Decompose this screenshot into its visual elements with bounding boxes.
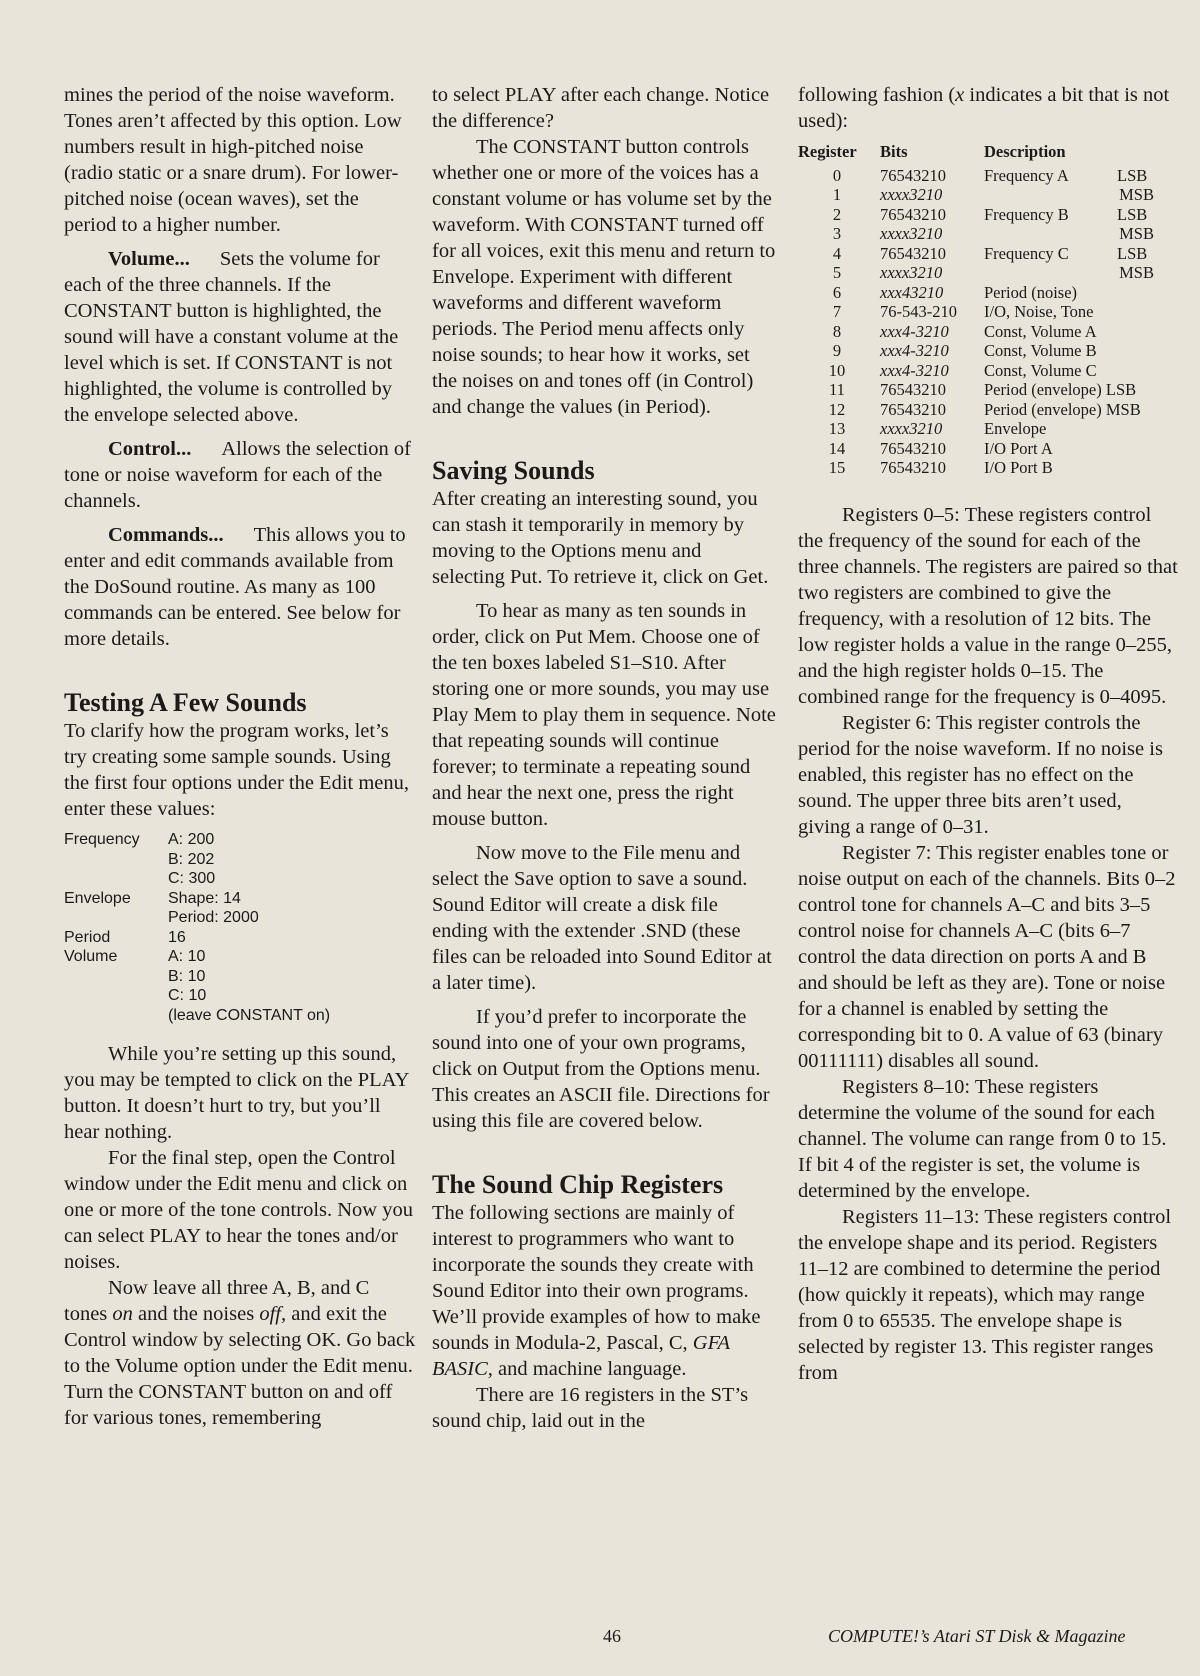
register-bits: 76543210 <box>880 438 946 458</box>
register-row <box>798 458 1164 478</box>
value-key <box>64 986 168 1006</box>
term-volume: Volume... <box>108 248 190 270</box>
header-description: Description <box>984 142 1066 161</box>
header-bits: Bits <box>880 142 908 161</box>
register-description-text: Frequency A <box>984 165 1069 185</box>
value-cell: A: 10 <box>168 948 206 965</box>
column-1 <box>64 82 416 1431</box>
control-paragraph <box>64 436 416 514</box>
register-msb-label: MSB <box>1119 224 1154 243</box>
value-cell: Period: 2000 <box>168 909 259 926</box>
section-heading: The Sound Chip Registers <box>432 1170 724 1199</box>
text-span: off, <box>259 1303 287 1325</box>
column-3 <box>798 82 1178 1386</box>
register-number: 15 <box>828 458 846 477</box>
value-row <box>64 967 330 987</box>
register-bits: xxx4-3210 <box>880 341 949 360</box>
register-bits: 76543210 <box>880 399 946 419</box>
text-span: GFA BASIC, <box>432 1332 730 1380</box>
register-row <box>798 439 1164 459</box>
value-key <box>64 1006 168 1026</box>
register-description <box>984 205 1164 225</box>
value-row <box>64 908 330 928</box>
register-description-text: I/O Port B <box>984 458 1053 477</box>
value-key: Envelope <box>64 889 131 907</box>
register-description <box>984 419 1164 439</box>
term-control-text: Allows the selection of tone or noise waveform for each of the channels. <box>64 438 411 512</box>
register-row <box>798 185 1164 205</box>
paragraph: to select PLAY after each change. Notice the difference? <box>432 84 770 132</box>
register-bits: xxxx3210 <box>880 263 943 282</box>
register-bits: 76-543-210 <box>880 302 957 321</box>
paragraph: If you’d prefer to incorporate the sound into one of your own programs, click on Output from the Options menu. This creates an ASCII file. Directions for using this file are covered below. <box>432 1006 770 1132</box>
register-number: 4 <box>832 243 842 263</box>
register-description-text: Const, Volume C <box>984 360 1097 380</box>
register-number: 13 <box>828 419 846 438</box>
register-description <box>984 166 1164 186</box>
register-row <box>798 322 1164 342</box>
value-cell: 16 <box>168 928 186 946</box>
register-number: 8 <box>832 321 842 341</box>
register-bits: 76543210 <box>880 458 946 477</box>
text-span: x <box>955 84 965 106</box>
term-commands: Commands... <box>108 524 224 546</box>
register-description <box>984 244 1164 264</box>
register-description <box>984 263 1164 283</box>
register-bits: xxxx3210 <box>880 224 943 243</box>
paragraph: There are 16 registers in the ST’s sound chip, laid out in the <box>432 1384 749 1432</box>
text-span: The following sections are mainly of interest to programmers who want to incorporate the sounds they create with Sound Editor into their own programs. We’ll provide examples of how to make sounds in Modula-2, Pascal, C, <box>432 1202 761 1354</box>
value-row <box>64 889 330 909</box>
paragraph <box>64 1275 416 1431</box>
value-row <box>64 850 330 870</box>
register-number: 3 <box>832 224 842 243</box>
paragraph: After creating an interesting sound, you can stash it temporarily in memory by moving to the Options menu and selecting Put. To retrieve it, click on Get. <box>432 488 769 588</box>
register-description-text: Const, Volume A <box>984 321 1097 341</box>
register-description-text: I/O, Noise, Tone <box>984 302 1094 321</box>
register-table <box>798 142 1164 478</box>
register-bits: 76543210 <box>880 204 946 224</box>
section-heading: Saving Sounds <box>432 456 595 485</box>
publication-footer: COMPUTE!’s Atari ST Disk & Magazine <box>828 1626 1126 1646</box>
register-description-text: Frequency B <box>984 204 1069 224</box>
register-description <box>984 400 1164 420</box>
text-span: Now leave all three A, B, and C tones <box>64 1277 370 1325</box>
paragraph: Register 7: This register enables tone or noise output on each of the channels. Bits 0–2 control tone for channels A–C and bits 3–5 control noise for channels A–C (bits 6–7 control the data direction on ports A and B and should be left as they are). Tone or noise for a channel is enabled by setting the corresponding bit to 0. A value of 63 (binary 00111111) disables all sound. <box>798 841 1176 1072</box>
paragraph: Registers 0–5: These registers control the frequency of the sound for each of the three channels. The registers are paired so that two registers are combined to give the frequency, with a resolution of 12 bits. The low register holds a value in the range 0–255, and the high register holds 0–15. The combined range for the frequency is 0–4095. <box>798 503 1178 708</box>
register-bits: xxxx3210 <box>880 419 943 438</box>
register-number: 5 <box>832 263 842 282</box>
value-cell: C: 10 <box>168 987 207 1004</box>
register-row <box>798 166 1164 186</box>
text-span: and the noises <box>132 1303 260 1325</box>
paragraph: Register 6: This register controls the period for the noise waveform. If no noise is enabled, this register has no effect on the sound. The upper three bits aren’t used, giving a range of 0–31. <box>798 711 1163 838</box>
paragraph: The CONSTANT button controls whether one or more of the voices has a constant volume or has volume set by the waveform. With CONSTANT turned off for all voices, exit this menu and return to Envelope. Experiment with different waveforms and different waveform periods. The Period menu affects only noise sounds; to hear how it works, set the noises on and tones off (in Control) and change the values (in Period). <box>432 136 776 418</box>
value-key: Period <box>64 928 111 946</box>
term-volume-text: Sets the volume for each of the three channels. If the CONSTANT button is highlighted, the sound will have a constant volume at the level which is set. If CONSTANT is not highlighted, the volume is controlled by the envelope selected above. <box>64 248 399 426</box>
register-number: 10 <box>828 360 846 380</box>
value-row <box>64 986 330 1006</box>
register-row <box>798 205 1164 225</box>
value-key <box>64 869 168 889</box>
register-bits: xxx4-3210 <box>880 360 949 380</box>
section-heading: Testing A Few Sounds <box>64 688 307 717</box>
value-row <box>64 928 330 948</box>
register-row <box>798 302 1164 322</box>
header-register: Register <box>798 142 857 161</box>
value-row <box>64 947 330 967</box>
register-number: 2 <box>832 204 842 224</box>
column-2 <box>432 82 777 1434</box>
text-span: on <box>112 1303 133 1325</box>
commands-paragraph <box>64 522 416 652</box>
paragraph: Registers 8–10: These registers determine the volume of the sound for each channel. The volume can range from 0 to 15. If bit 4 of the register is set, the volume is determined by the envelope. <box>798 1075 1167 1202</box>
register-description <box>984 439 1164 459</box>
register-description <box>984 380 1164 400</box>
register-lsb-label: LSB <box>1117 204 1148 224</box>
value-row <box>64 869 330 889</box>
text-span: and machine language. <box>492 1358 687 1380</box>
text-span: indicates a bit that is not used): <box>798 84 1170 132</box>
paragraph: While you’re setting up this sound, you may be tempted to click on the PLAY button. It doesn’t hurt to try, but you’ll hear nothing. <box>64 1043 409 1143</box>
register-msb-label: MSB <box>1119 263 1154 282</box>
register-bits: xxxx3210 <box>880 185 943 204</box>
values-table <box>64 830 330 1025</box>
term-commands-text: This allows you to enter and edit commands available from the DoSound routine. As many as 100 commands can be entered. See below for more details. <box>64 524 406 650</box>
register-description-text: Const, Volume B <box>984 341 1097 360</box>
value-key: Frequency <box>64 831 140 848</box>
value-cell: (leave CONSTANT on) <box>168 1006 331 1024</box>
text-span: following fashion ( <box>798 84 956 106</box>
term-control: Control... <box>108 438 192 460</box>
value-cell: B: 202 <box>168 850 215 868</box>
register-row <box>798 244 1164 264</box>
paragraph <box>432 1200 777 1382</box>
paragraph: Now move to the File menu and select the Save option to save a sound. Sound Editor will create a disk file ending with the extender .SND (these files can be reloaded into Sound Editor at a later time). <box>432 842 772 994</box>
register-number: 6 <box>832 282 842 302</box>
volume-paragraph <box>64 246 416 428</box>
register-description-text: Period (noise) <box>984 282 1078 302</box>
register-bits: 76543210 <box>880 165 946 185</box>
register-description <box>984 341 1164 361</box>
register-lsb-label: LSB <box>1117 165 1148 185</box>
value-cell: B: 10 <box>168 967 206 985</box>
register-row <box>798 283 1164 303</box>
paragraph <box>798 82 1178 134</box>
value-key <box>64 908 168 928</box>
register-bits: 76543210 <box>880 380 946 399</box>
value-row <box>64 830 330 850</box>
register-description <box>984 283 1164 303</box>
register-description-text: I/O Port A <box>984 438 1053 458</box>
register-description <box>984 361 1164 381</box>
register-number: 1 <box>832 185 842 204</box>
value-key <box>64 967 168 987</box>
register-description-text: Period (envelope) LSB <box>984 380 1137 399</box>
text-span: and exit the Control window by selecting OK. Go back to the Volume option under the Edit menu. Turn the CONSTANT button on and off for various tones, remembering <box>64 1303 416 1429</box>
register-number: 0 <box>832 165 842 185</box>
register-description-text: Frequency C <box>984 243 1069 263</box>
paragraph: mines the period of the noise waveform. Tones aren’t affected by this option. Low numbers result in high-pitched noise (radio static or a snare drum). For lower-pitched noise (ocean waves), set the period to a higher number. <box>64 84 402 236</box>
page-number: 46 <box>603 1626 621 1646</box>
register-description <box>984 185 1164 205</box>
value-cell: Shape: 14 <box>168 889 241 907</box>
paragraph: To clarify how the program works, let’s try creating some sample sounds. Using the first four options under the Edit menu, enter these values: <box>64 720 410 820</box>
register-description <box>984 302 1164 322</box>
register-description-text: Period (envelope) MSB <box>984 399 1141 419</box>
register-row <box>798 380 1164 400</box>
register-description <box>984 322 1164 342</box>
value-cell: C: 300 <box>168 870 216 887</box>
register-bits: 76543210 <box>880 243 946 263</box>
paragraph: For the final step, open the Control window under the Edit menu and click on one or more of the tone controls. Now you can select PLAY to hear the tones and/or noises. <box>64 1147 413 1273</box>
register-row <box>798 263 1164 283</box>
register-msb-label: MSB <box>1119 185 1154 204</box>
register-description-text: Envelope <box>984 419 1047 438</box>
value-row <box>64 1006 330 1026</box>
paragraph: Registers 11–13: These registers control the envelope shape and its period. Registers 11–12 are combined to determine the period (how quickly it repeats), which may range from 0 to 65535. The envelope shape is selected by register 13. This register ranges from <box>798 1205 1172 1384</box>
register-number: 11 <box>829 380 845 399</box>
paragraph: To hear as many as ten sounds in order, click on Put Mem. Choose one of the ten boxes labeled S1–S10. After storing one or more sounds, you may use Play Mem to play them in sequence. Note that repeating sounds will continue forever; to terminate a repeating sound and hear the next one, press the right mouse button. <box>432 600 776 830</box>
register-row <box>798 419 1164 439</box>
value-key: Volume <box>64 948 118 965</box>
register-number: 12 <box>828 399 846 419</box>
register-row <box>798 341 1164 361</box>
register-lsb-label: LSB <box>1117 243 1148 263</box>
register-description <box>984 458 1164 478</box>
register-description <box>984 224 1164 244</box>
register-row <box>798 361 1164 381</box>
register-bits: xxx43210 <box>880 282 944 302</box>
register-row <box>798 400 1164 420</box>
value-key <box>64 850 168 870</box>
register-number: 9 <box>832 341 842 360</box>
register-bits: xxx4-3210 <box>880 321 949 341</box>
register-row <box>798 224 1164 244</box>
register-number: 7 <box>832 302 842 321</box>
register-number: 14 <box>828 438 846 458</box>
value-cell: A: 200 <box>168 831 215 848</box>
